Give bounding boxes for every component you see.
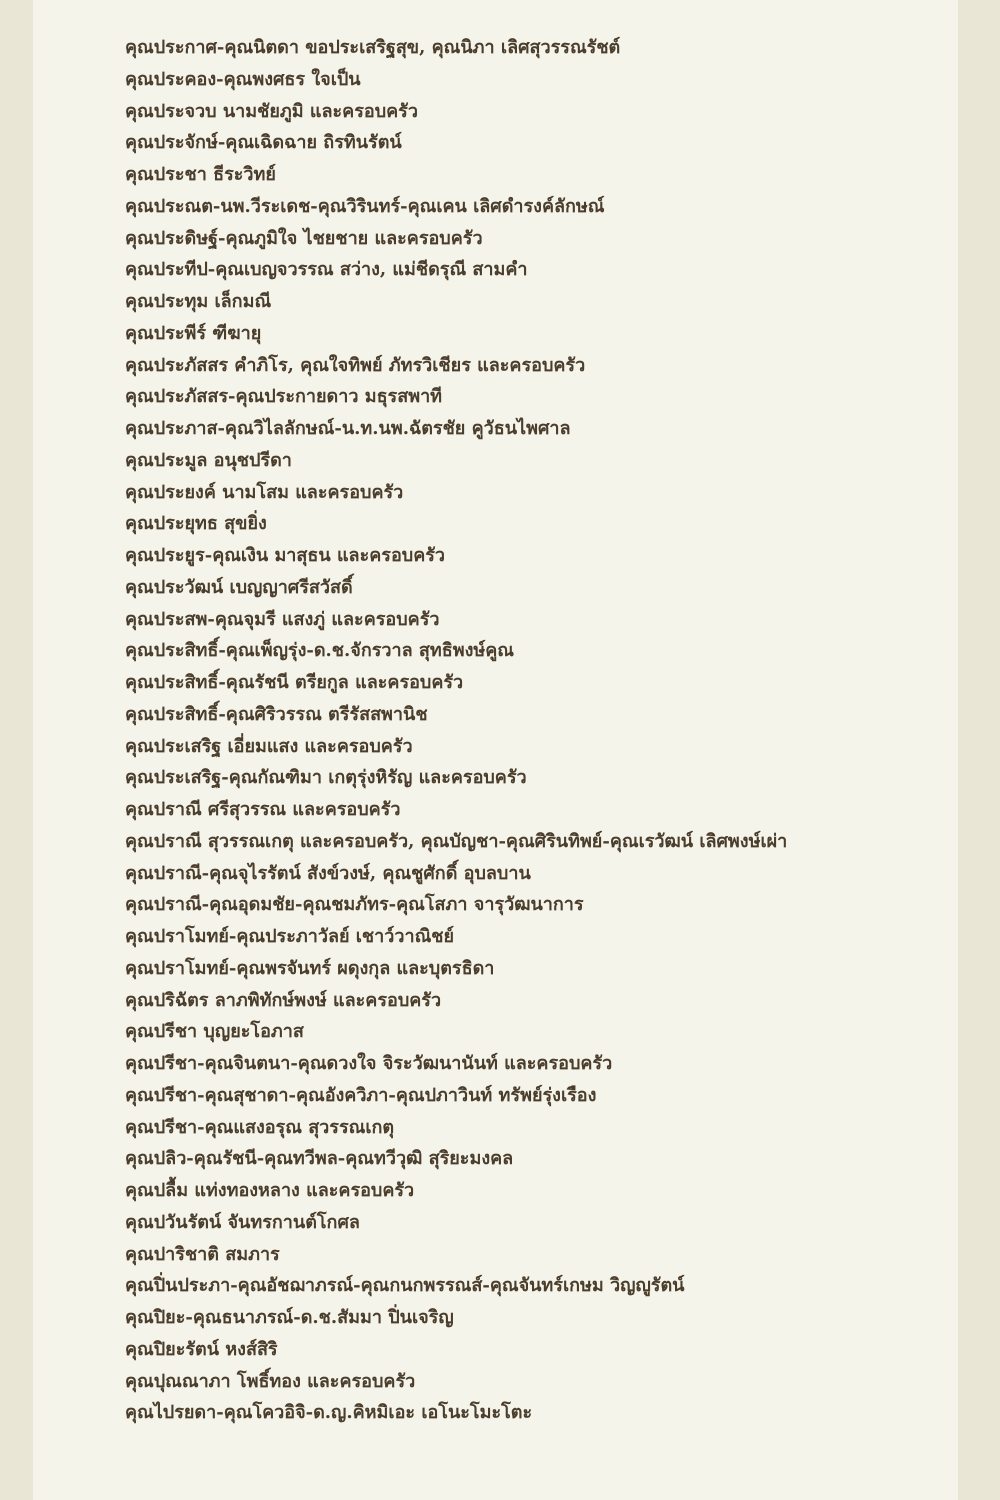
- name-entry: คุณปิยะ-คุณธนาภรณ์-ด.ช.สัมมา ปิ่นเจริญ: [125, 1307, 454, 1328]
- name-entry: คุณประภาส-คุณวิไลลักษณ์-น.ท.นพ.ฉัตรชัย คูวัธนไพศาล: [125, 418, 571, 439]
- name-entry: คุณประชา ธีระวิทย์: [125, 164, 276, 185]
- name-entry: คุณปราโมทย์-คุณประภาวัลย์ เชาว์วาณิชย์: [125, 926, 455, 947]
- name-entry: คุณประยงค์ นามโสม และครอบครัว: [125, 481, 404, 503]
- name-entry: คุณปาริชาติ สมภาร: [125, 1243, 280, 1265]
- name-entry: คุณประดิษฐ์-คุณภูมิใจ ไชยชาย และครอบครัว: [125, 227, 483, 249]
- name-entry: คุณปราณี สุวรรณเกตุ และครอบครัว, คุณบัญชา-คุณศิรินทิพย์-คุณเรวัฒน์ เลิศพงษ์เผ่า: [125, 830, 788, 852]
- name-entry: คุณประยุทธ สุขยิ่ง: [125, 513, 267, 535]
- name-entry: คุณประจวบ นามชัยภูมิ และครอบครัว: [125, 100, 418, 122]
- name-entry: คุณปรีชา-คุณแสงอรุณ สุวรรณเกตุ: [125, 1116, 395, 1138]
- name-entry: คุณประจักษ์-คุณเฉิดฉาย ถิรทินรัตน์: [125, 132, 402, 154]
- name-entry: คุณปริฉัตร ลาภพิทักษ์พงษ์ และครอบครัว: [125, 989, 442, 1011]
- name-entry: คุณประสิทธิ์-คุณรัชนี ตรียกูล และครอบครัว: [125, 672, 464, 693]
- name-entry: คุณประเสริฐ เอี่ยมแสง และครอบครัว: [125, 735, 413, 757]
- name-entry: คุณปิยะรัตน์ หงส์สิริ: [125, 1338, 278, 1360]
- name-entry: คุณประภัสสร คำภิโร, คุณใจทิพย์ ภัทรวิเชียร และครอบครัว: [125, 354, 586, 376]
- name-entry: คุณปิ่นประภา-คุณอัชฌาภรณ์-คุณกนกพรรณส์-คุณจันทร์เกษม วิญญูรัตน์: [125, 1275, 685, 1297]
- name-entry: คุณประสิทธิ์-คุณศิริวรรณ ตรีรัสสพานิช: [125, 703, 428, 725]
- name-entry: คุณไปรยดา-คุณโควอิจิ-ด.ญ.คิหมิเอะ เอโนะโมะโตะ: [125, 1402, 533, 1424]
- name-entry: คุณประสิทธิ์-คุณเพ็ญรุ่ง-ด.ช.จักรวาล สุทธิพงษ์คูณ: [125, 640, 514, 662]
- name-entry: คุณประทุม เล็กมณี: [125, 291, 272, 312]
- name-entry: คุณปราณี-คุณจุไรรัตน์ สังข์วงษ์, คุณชูศักดิ์ อุบลบาน: [125, 862, 531, 884]
- name-entry: คุณประพีร์ ฑีฆายุ: [125, 322, 262, 344]
- name-entry: คุณประวัฒน์ เบญญาศรีสวัสดิ์: [125, 576, 353, 598]
- name-entry: คุณประคอง-คุณพงศธร ใจเป็น: [125, 68, 361, 90]
- name-entry: คุณปุณณาภา โพธิ์ทอง และครอบครัว: [125, 1370, 416, 1392]
- name-entry: คุณปราณี-คุณอุดมชัย-คุณชมภัทร-คุณโสภา จารุวัฒนาการ: [125, 894, 584, 916]
- name-entry: คุณประสพ-คุณจุมรี แสงภู่ และครอบครัว: [125, 608, 440, 630]
- name-entry: คุณประเสริฐ-คุณกัณฑิมา เกตุรุ่งหิรัญ และครอบครัว: [125, 767, 527, 789]
- name-entry: คุณประกาศ-คุณนิตดา ขอประเสริฐสุข, คุณนิภา เลิศสุวรรณรัชต์: [125, 37, 621, 58]
- name-entry: คุณปราโมทย์-คุณพรจันทร์ ผดุงกุล และบุตรธิดา: [125, 957, 495, 979]
- name-entry: คุณปรีชา บุญยะโอภาส: [125, 1021, 304, 1043]
- name-entry: คุณปรีชา-คุณสุชาดา-คุณอังควิภา-คุณปภาวินท์ ทรัพย์รุ่งเรือง: [125, 1084, 597, 1106]
- page: [33, 0, 958, 1500]
- name-entry: คุณประภัสสร-คุณประกายดาว มธุรสพาที: [125, 386, 443, 408]
- name-entry: คุณประมูล อนุชปรีดา: [125, 449, 292, 471]
- name-entry: คุณปลิว-คุณรัชนี-คุณทวีพล-คุณทวีวุฒิ สุริยะมงคล: [125, 1148, 514, 1170]
- name-entry: คุณปวันรัตน์ จันทรกานต์โกศล: [125, 1211, 360, 1233]
- name-list: [125, 32, 945, 1429]
- name-entry: คุณปราณี ศรีสุวรรณ และครอบครัว: [125, 799, 401, 820]
- name-entry: คุณปรีชา-คุณจินตนา-คุณดวงใจ จิระวัฒนานันท์ และครอบครัว: [125, 1053, 613, 1074]
- name-entry: คุณประยูร-คุณเงิน มาสุธน และครอบครัว: [125, 545, 446, 566]
- name-entry: คุณประทีป-คุณเบญจวรรณ สว่าง, แม่ชีดรุณี สามคำ: [125, 259, 528, 281]
- name-entry: คุณประณต-นพ.วีระเดช-คุณวิรินทร์-คุณเคน เลิศดำรงค์ลักษณ์: [125, 195, 605, 217]
- name-entry: คุณปลื้ม แท่งทองหลาง และครอบครัว: [125, 1180, 415, 1201]
